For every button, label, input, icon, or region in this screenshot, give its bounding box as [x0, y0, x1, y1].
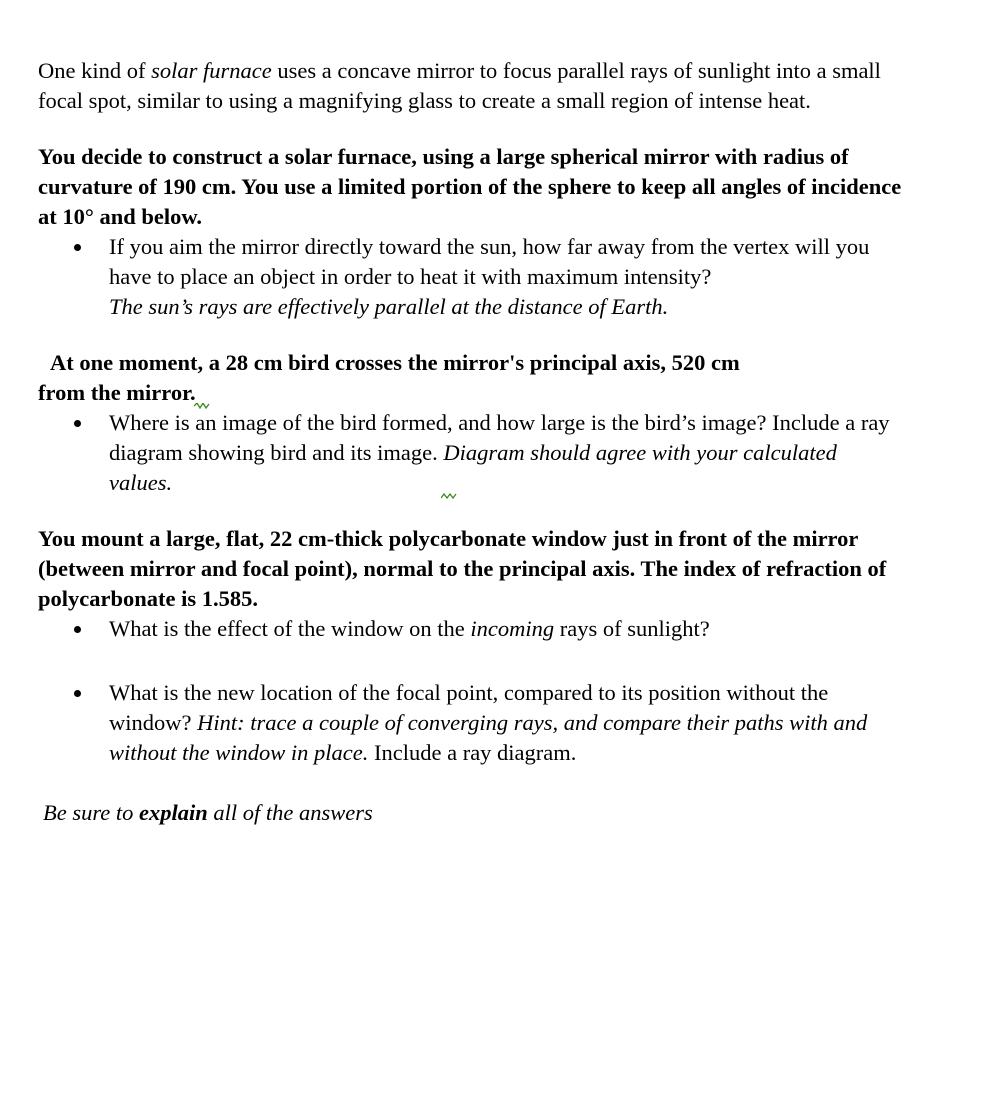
proofing-squiggle-icon [441, 493, 457, 499]
hint-text: Hint: trace a couple of converging rays, and compare their paths with and without the window in place. [109, 710, 868, 765]
question-bird-image: Where is an image of the bird formed, and how large is the bird’s image? Include a ray diagram showing bird and its image. Diagram should agree with your calculated values. [38, 408, 899, 498]
bird-paragraph: At one moment, a 28 cm bird crosses the mirror's principal axis, 520 cm from the mirror. [38, 348, 870, 408]
bullet-icon [74, 244, 81, 251]
bullet-icon [74, 690, 81, 697]
question-new-focal-point: What is the new location of the focal point, compared to its position without the window? Hint: trace a couple of converging rays, and compare their paths with and without the window in place. Include a ray diagram. [38, 678, 899, 768]
setup-paragraph: You decide to construct a solar furnace, using a large spherical mirror with radius of curvature of 190 cm. You use a limited portion of the sphere to keep all angles of incidence at 10° and below. [38, 144, 902, 229]
bullet-icon [74, 626, 81, 633]
document-body [38, 56, 958, 828]
closing-instruction: Be sure to explain all of the answers [43, 800, 373, 825]
question-focal-distance: If you aim the mirror directly toward the sun, how far away from the vertex will you have to place an object in order to heat it with maximum intensity? The sun’s rays are effectively parallel at the distance of Earth. [38, 232, 899, 322]
question-note: The sun’s rays are effectively parallel at the distance of Earth. [109, 294, 669, 319]
question-list-3 [38, 614, 958, 768]
question-list-2 [38, 408, 958, 498]
solar-furnace-term: solar furnace [151, 58, 272, 83]
question-list-1 [38, 232, 958, 322]
bullet-icon [74, 420, 81, 427]
intro-paragraph: One kind of solar furnace uses a concave mirror to focus parallel rays of sunlight into a small focal spot, similar to using a magnifying glass to create a small region of intense heat. [38, 58, 881, 113]
window-paragraph: You mount a large, flat, 22 cm-thick polycarbonate window just in front of the mirror (between mirror and focal point), normal to the principal axis. The index of refraction of polycarbonate is 1.585. [38, 526, 887, 611]
question-window-effect: What is the effect of the window on the incoming rays of sunlight? [38, 614, 899, 644]
